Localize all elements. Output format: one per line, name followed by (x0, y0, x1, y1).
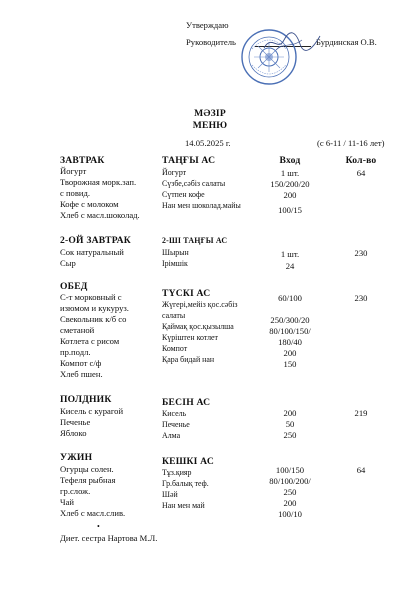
meal-dishes-ru: С-т морковный с изюмом и кукуруз. Свекольник к/б со сметаной Котлета с рисом пр.подл. Компот с/ф Хлеб пшен. (60, 292, 129, 379)
meal-dishes-ru: Кисель с курагой Печенье Яблоко (60, 406, 124, 438)
meal-dishes-ru: Огурцы солен. Тефеля рыбная гр.слож. Чай Хлеб с масл.слив. (60, 464, 126, 518)
signature (262, 30, 322, 54)
meal-title-kz: КЕШКІ АС (162, 456, 214, 467)
meal-calories: 219 (354, 408, 368, 418)
meal-dishes-kz: Тұз.қияр Гр.балық теф. Шәй Нан мен май (162, 468, 209, 510)
dietitian-signature: Диет. сестра Нартова М.Л. (60, 533, 158, 543)
column-header-qty: Вход (279, 155, 301, 166)
menu-title-kz: МӘЗІР (194, 108, 226, 119)
meal-title-ru: 2-ОЙ ЗАВТРАК (60, 235, 131, 246)
menu-title-ru: МЕНЮ (192, 120, 228, 131)
menu-date: 14.05.2025 г. (185, 138, 231, 148)
meal-quantities: 1 шт. 150/200/20 200 100/15 (270, 168, 310, 215)
column-header-cal: Кол-во (345, 155, 377, 166)
age-range: (с 6-11 / 11-16 лет) (317, 138, 385, 148)
approval-name: Бурдинская О.В. (316, 37, 377, 47)
meal-dishes-kz: Жүгері,мейіз қос.сәбіз салаты Қаймақ қос.қызылша Күріштен котлет Компот Қара бидай нан (162, 300, 238, 364)
meal-quantities: 1 шт. 24 (280, 249, 300, 271)
meal-title-kz: 2-ШІ ТАҢҒЫ АС (162, 236, 228, 245)
meal-title-kz: ТҮСКІ АС (162, 288, 211, 299)
bullet-mark: • (97, 522, 100, 531)
meal-title-kz: ТАҢҒЫ АС (162, 155, 216, 166)
meal-dishes-ru: Сок натуральный Сыр (60, 247, 124, 268)
meal-calories: 230 (354, 293, 368, 303)
meal-title-ru: УЖИН (60, 452, 93, 463)
meal-dishes-kz: Шырын Ірімшік (162, 248, 189, 268)
meal-quantities: 200 50 250 (283, 408, 297, 440)
approval-label: Утверждаю (186, 20, 229, 30)
meal-quantities: 100/150 80/100/200/ 250 200 100/10 (269, 465, 311, 519)
meal-calories: 64 (356, 465, 366, 475)
meal-calories: 64 (356, 168, 366, 178)
meal-dishes-kz: Йогурт Сүзбе,сәбіз салаты Сүтпен кофе Нан мен шоколад.майы (162, 168, 241, 210)
meal-title-ru: ПОЛДНИК (60, 394, 112, 405)
meal-calories: 230 (354, 248, 368, 258)
meal-dishes-kz: Кисель Печенье Алма (162, 409, 190, 440)
meal-title-ru: ЗАВТРАК (60, 155, 105, 166)
meal-quantities: 60/100 250/300/20 80/100/150/ 180/40 200 150 (269, 293, 311, 369)
approval-role: Руководитель (186, 37, 236, 47)
meal-title-kz: БЕСІН АС (162, 397, 211, 408)
meal-dishes-ru: Йогурт Творожная морк.зап. с повид. Кофе с молоком Хлеб с масл.шоколад. (60, 166, 140, 220)
meal-title-ru: ОБЕД (60, 281, 88, 292)
